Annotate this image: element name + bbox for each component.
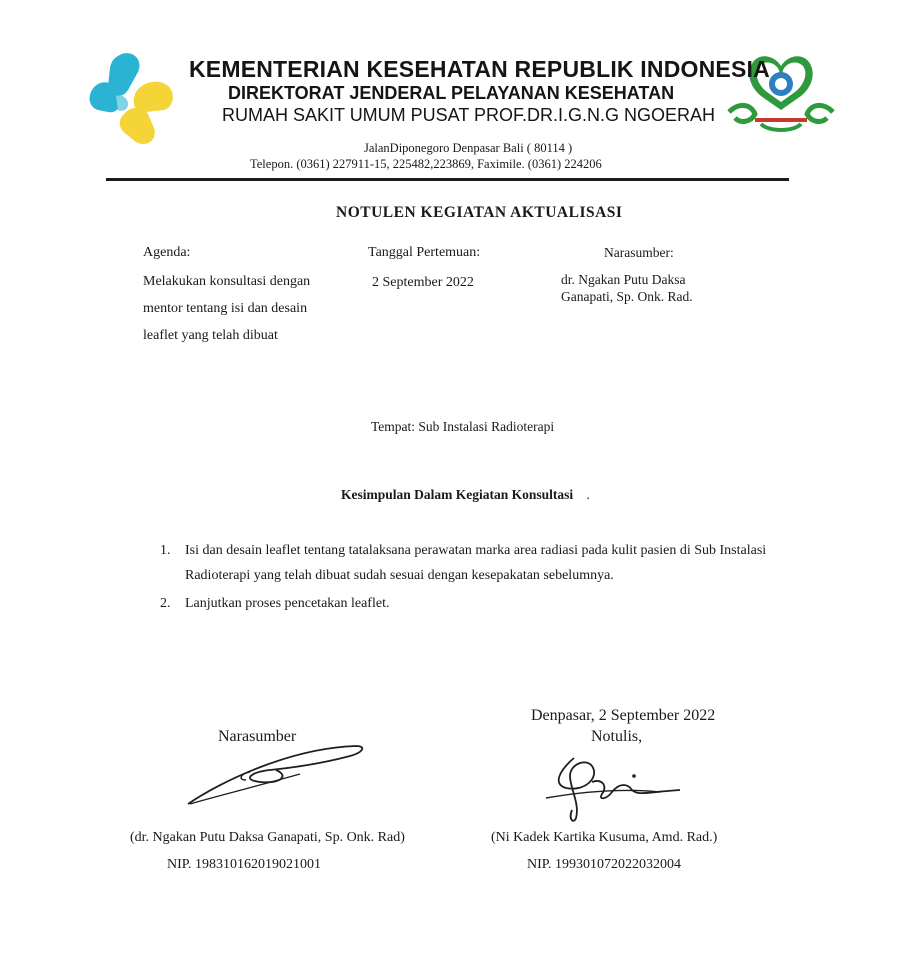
kemenkes-logo — [88, 50, 176, 146]
item-1-line-2: Radioterapi yang telah dibuat sudah sesuai dengan kesepakatan sebelumnya. — [185, 568, 614, 583]
left-signatory-name: (dr. Ngakan Putu Daksa Ganapati, Sp. Onk. Rad) — [130, 830, 405, 845]
conclusion-title — [341, 487, 590, 503]
header-divider — [106, 178, 789, 181]
right-signatory-nip: NIP. 199301072022032004 — [527, 857, 682, 872]
item-2-number: 2. — [160, 596, 171, 611]
date-value: 2 September 2022 — [372, 275, 474, 290]
item-2-line-1: Lanjutkan proses pencetakan leaflet. — [185, 596, 390, 611]
left-signature — [180, 738, 370, 813]
document-title: NOTULEN KEGIATAN AKTUALISASI — [336, 204, 623, 221]
right-signatory-name: (Ni Kadek Kartika Kusuma, Amd. Rad.) — [491, 830, 718, 845]
speaker-line-1: dr. Ngakan Putu Daksa — [561, 272, 686, 287]
ministry-heading: KEMENTERIAN KESEHATAN REPUBLIK INDONESIA — [189, 56, 770, 82]
agenda-line-2: mentor tentang isi dan desain — [143, 301, 308, 316]
phone-line: Telepon. (0361) 227911-15, 225482,223869, Faximile. (0361) 224206 — [250, 157, 602, 171]
agenda-label: Agenda: — [143, 245, 191, 260]
right-signature — [540, 748, 690, 828]
speaker-line-2: Ganapati, Sp. Onk. Rad. — [561, 289, 693, 304]
date-label: Tanggal Pertemuan: — [368, 245, 481, 260]
address-line: JalanDiponegoro Denpasar Bali ( 80114 ) — [364, 141, 573, 155]
agenda-line-3: leaflet yang telah dibuat — [143, 328, 278, 343]
directorate-heading: DIREKTORAT JENDERAL PELAYANAN KESEHATAN — [228, 83, 675, 103]
right-role: Notulis, — [591, 728, 643, 745]
left-role: Narasumber — [218, 728, 297, 745]
place-line: Tempat: Sub Instalasi Radioterapi — [371, 419, 555, 434]
conclusion-title-suffix: . — [586, 487, 590, 502]
conclusion-title-text: Kesimpulan Dalam Kegiatan Konsultasi — [341, 487, 574, 502]
left-signatory-nip: NIP. 198310162019021001 — [167, 857, 322, 872]
place-date: Denpasar, 2 September 2022 — [531, 707, 716, 724]
agenda-line-1: Melakukan konsultasi dengan — [143, 274, 311, 289]
hospital-heading: RUMAH SAKIT UMUM PUSAT PROF.DR.I.G.N.G NGOERAH — [222, 105, 716, 125]
speaker-label: Narasumber: — [604, 245, 674, 260]
item-1-line-1: Isi dan desain leaflet tentang tatalaksana perawatan marka area radiasi pada kulit pasien di Sub Instalasi — [185, 543, 767, 558]
item-1-number: 1. — [160, 543, 171, 558]
